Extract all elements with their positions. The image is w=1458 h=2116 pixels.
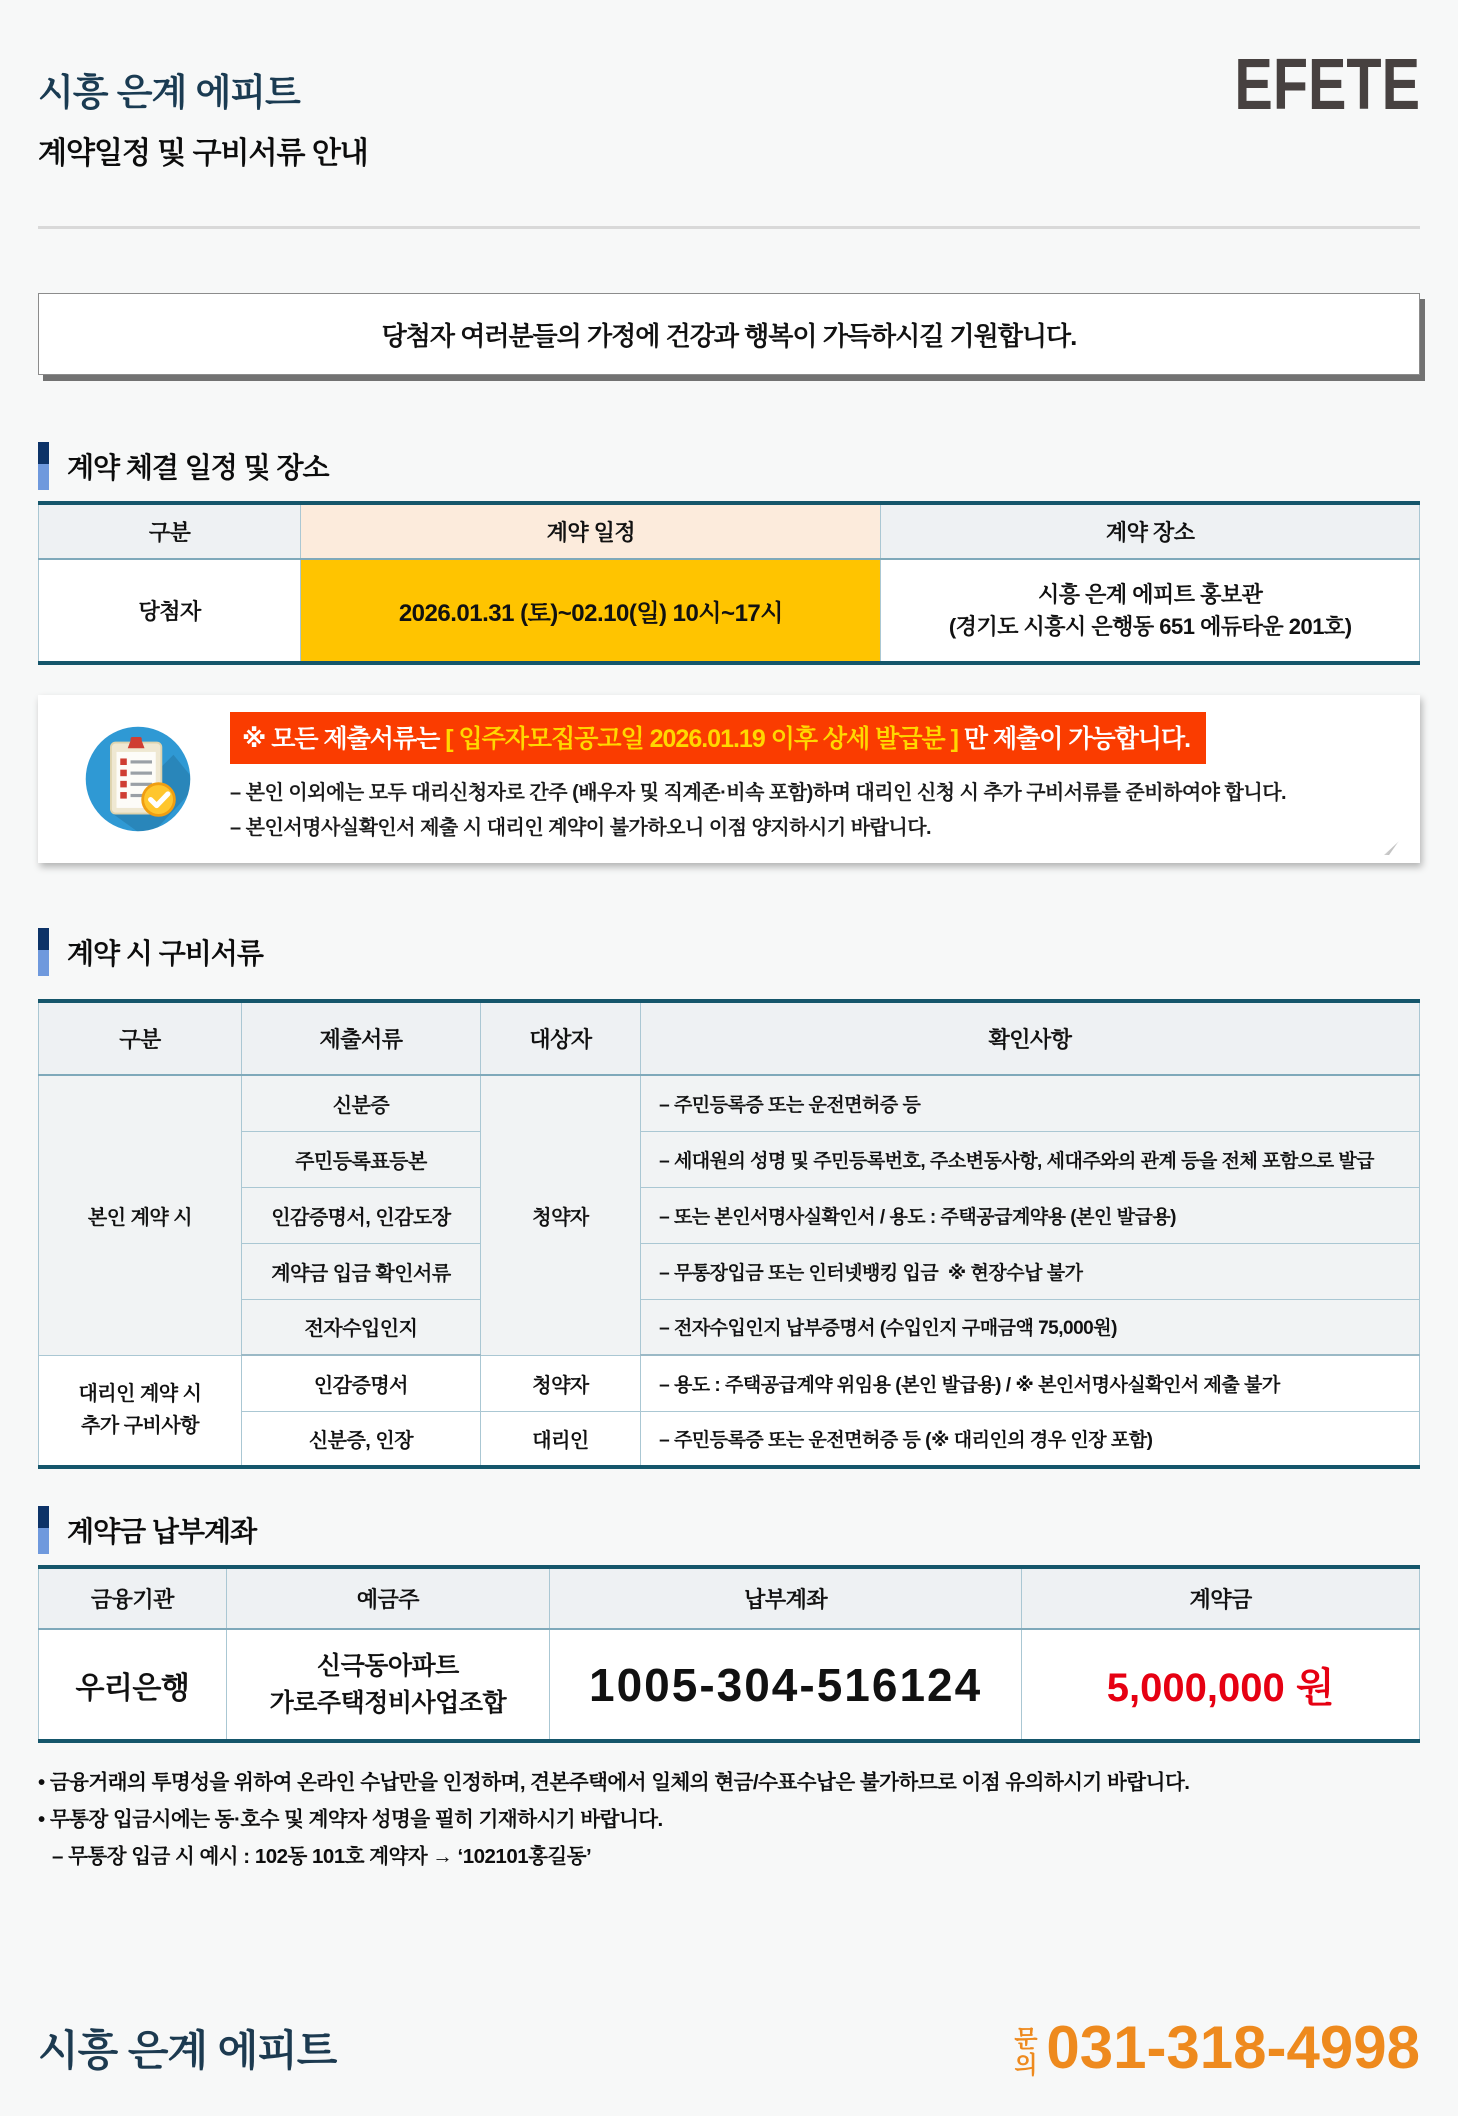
check-cell: – 세대원의 성명 및 주민등록번호, 주소변동사항, 세대주와의 관계 등을 전체 포함으로 발급 [641,1131,1420,1187]
category-line1: 대리인 계약 시 [78,1383,202,1406]
document-cell: 신분증 [242,1075,481,1131]
table-row [39,1243,1420,1299]
notice-bullet: – 본인서명사실확인서 제출 시 대리인 계약이 불가하오니 이점 양지하시기 바랍니다. [230,817,932,839]
group-category-cell [39,1355,242,1467]
check-cell: – 전자수입인지 납부증명서 (수입인지 구매금액 75,000원) [641,1299,1420,1355]
table-row [39,1411,1420,1467]
col-header-category: 구분 [39,1001,242,1075]
section1-title: 계약 체결 일정 및 장소 [67,452,329,483]
group-category-cell: 본인 계약 시 [39,1075,242,1355]
schedule-table [38,501,1420,665]
section1-heading [38,441,1420,491]
document-cell: 인감증명서, 인감도장 [242,1187,481,1243]
efete-logo: EFETE [1234,45,1420,125]
account-number-cell: 1005-304-516124 [549,1629,1021,1741]
table-row [39,1131,1420,1187]
contact-phone: 031-318-4998 [1046,2014,1420,2081]
section-marker [38,442,49,490]
documents-table [38,999,1420,1469]
col-header-check: 확인사항 [641,1001,1420,1075]
section2-title: 계약 시 구비서류 [67,938,263,969]
contract-schedule-cell: 2026.01.31 (토)~02.10(일) 10시~17시 [301,559,881,663]
target-cell: 청약자 [480,1355,640,1411]
payment-note: • 금융거래의 투명성을 위하여 온라인 수납만을 인정하며, 견본주택에서 일체의 현금/수표수납은 불가하므로 이점 유의하시기 바랍니다. [38,1771,1190,1794]
contact-label: 문의 [1014,2026,1038,2079]
schedule-table-header-row [39,503,1420,559]
section2-heading [38,927,1420,977]
footer-brand: 시흥 은계 에피트 [38,2026,337,2074]
payment-table-header-row [39,1567,1420,1629]
payment-note: • 무통장 입금시에는 동·호수 및 계약자 성명을 필히 기재하시기 바랍니다. [38,1807,663,1831]
col-header-category: 구분 [39,503,301,559]
place-line1: 시흥 은계 에피트 홍보관 [1038,581,1263,607]
check-cell: – 또는 본인서명사실확인서 / 용도 : 주택공급계약용 (본인 발급용) [641,1187,1420,1243]
contract-amount-cell: 5,000,000 원 [1022,1629,1420,1741]
notice-body [230,712,1394,846]
document-cell: 전자수입인지 [242,1299,481,1355]
holder-line1: 신극동아파트 [316,1652,459,1681]
category-line2: 추가 구비사항 [81,1415,199,1438]
notice-bullet: – 본인 이외에는 모두 대리신청자로 간주 (배우자 및 직계존·비속 포함)하며 대리인 신청 시 추가 구비서류를 준비하여야 합니다. [230,782,1287,804]
notice-box [38,695,1420,863]
col-header-account: 납부계좌 [549,1567,1021,1629]
payment-notes [38,1765,1420,1876]
notice-headline-highlight: [ 입주자모집공고일 2026.01.19 이후 상세 발급분 ] [445,725,958,753]
table-row [39,1355,1420,1411]
notice-bullets [230,776,1394,846]
footer [38,2013,1420,2082]
notice-headline-suffix: 만 제출이 가능합니다. [957,725,1191,753]
table-row [39,1187,1420,1243]
schedule-table-row [39,559,1420,663]
section-marker [38,1506,49,1554]
header [38,0,1420,229]
account-holder-cell [226,1629,549,1741]
footer-contact [1014,2013,1420,2082]
document-cell: 주민등록표등본 [242,1131,481,1187]
page-title: 시흥 은계 에피트 [38,72,300,113]
header-divider [38,226,1420,229]
col-header-document: 제출서류 [242,1001,481,1075]
table-row [39,1075,1420,1131]
target-cell: 대리인 [480,1411,640,1467]
target-cell: 청약자 [480,1075,640,1355]
section-marker [38,928,49,976]
documents-table-header-row [39,1001,1420,1075]
page-subtitle: 계약일정 및 구비서류 안내 [38,137,368,170]
col-header-schedule: 계약 일정 [301,503,881,559]
payment-note-example: – 무통장 입금 시 예시 : 102동 101호 계약자 → ‘102101홍길동’ [52,1844,592,1868]
self-contract-group [39,1075,1420,1355]
clipboard-checklist-icon [82,723,194,835]
contract-place-cell [881,559,1420,663]
place-line2: (경기도 시흥시 은행동 651 에듀타운 201호) [948,613,1352,639]
check-cell: – 주민등록증 또는 운전면허증 등 [641,1075,1420,1131]
greeting-text: 당첨자 여러분들의 가정에 건강과 행복이 가득하시길 기원합니다. [381,320,1077,351]
payment-account-table [38,1565,1420,1743]
notice-headline-prefix: ※ 모든 제출서류는 [242,725,446,753]
check-cell: – 무통장입금 또는 인터넷뱅킹 입금 ※ 현장수납 불가 [641,1243,1420,1299]
col-header-holder: 예금주 [226,1567,549,1629]
notice-headline [230,712,1206,764]
proxy-contract-group [39,1355,1420,1467]
col-header-amount: 계약금 [1022,1567,1420,1629]
winner-cell: 당첨자 [39,559,301,663]
document-cell: 신분증, 인장 [242,1411,481,1467]
document-cell: 인감증명서 [242,1355,481,1411]
section3-title: 계약금 납부계좌 [67,1516,257,1547]
col-header-place: 계약 장소 [881,503,1420,559]
payment-table-row [39,1629,1420,1741]
bank-cell: 우리은행 [39,1629,227,1741]
greeting-box [38,293,1420,375]
document-cell: 계약금 입금 확인서류 [242,1243,481,1299]
check-cell: – 주민등록증 또는 운전면허증 등 (※ 대리인의 경우 인장 포함) [641,1411,1420,1467]
section3-heading [38,1505,1420,1555]
col-header-bank: 금융기관 [39,1567,227,1629]
col-header-target: 대상자 [480,1001,640,1075]
check-cell: – 용도 : 주택공급계약 위임용 (본인 발급용) / ※ 본인서명사실확인서 제출 불가 [641,1355,1420,1411]
holder-line2: 가로주택정비사업조합 [269,1688,507,1717]
table-row [39,1299,1420,1355]
